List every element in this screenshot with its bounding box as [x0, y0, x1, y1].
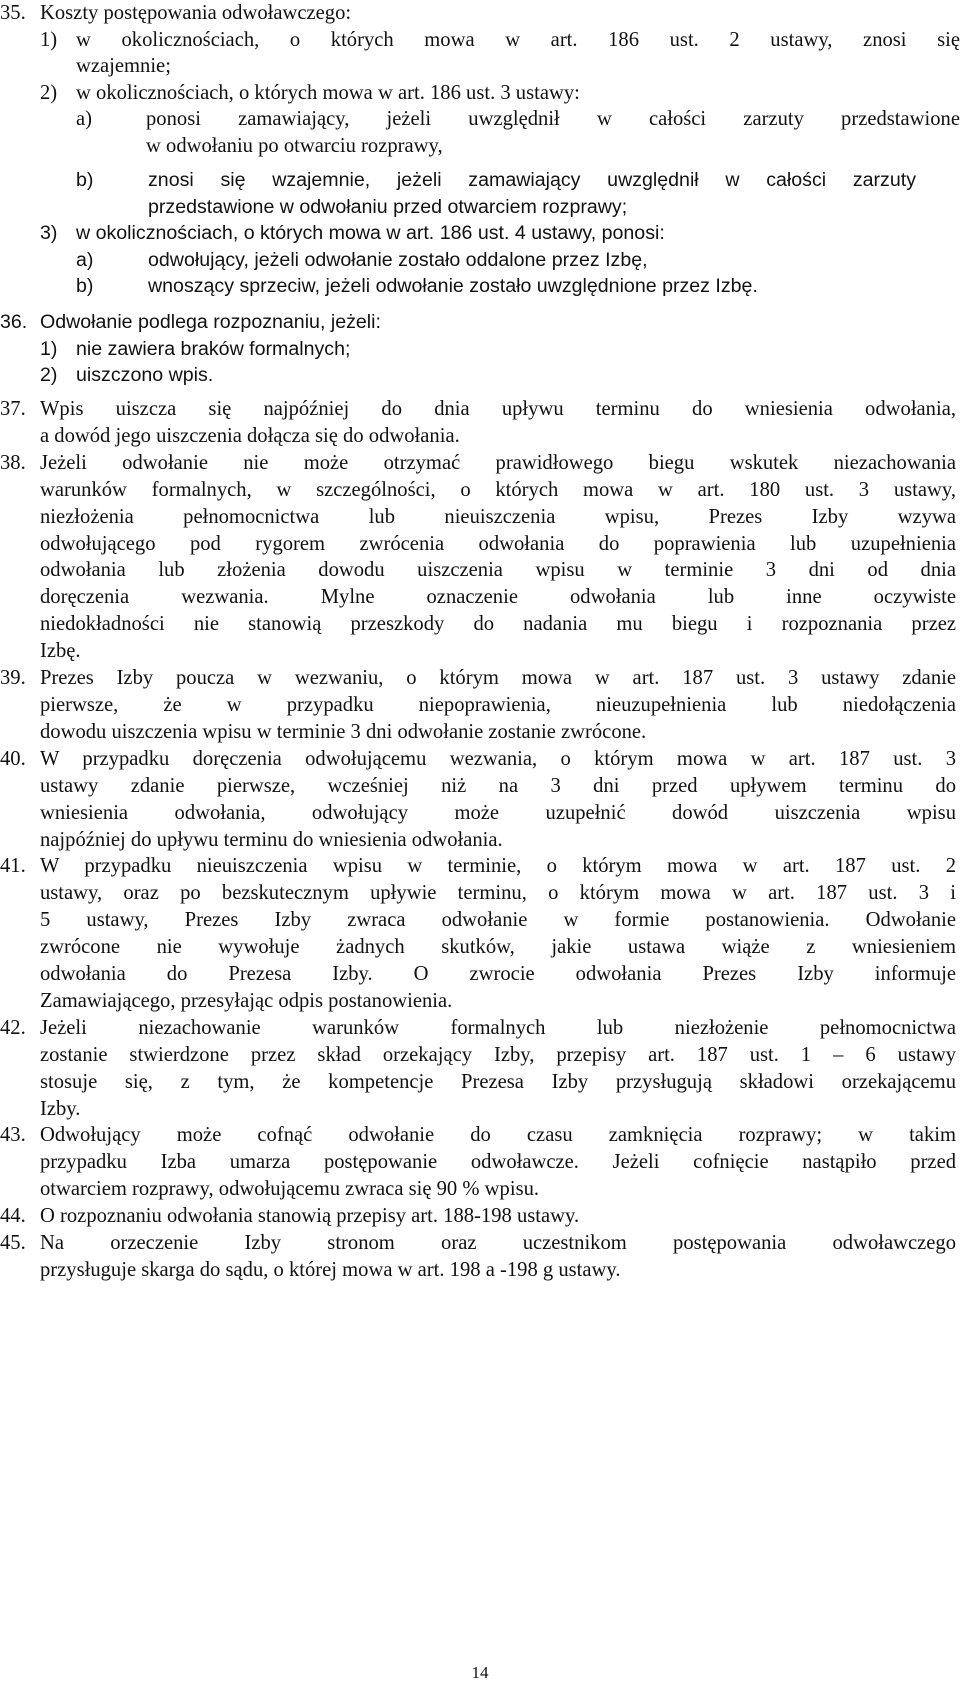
list-text: w okolicznościach, o których mowa w art. 186 ust. 3 ustawy:	[76, 81, 580, 104]
paragraph-number: 45.	[0, 1232, 26, 1255]
text-line: odwołującego pod rygorem zwrócenia odwołania do poprawienia lub uzupełnienia	[40, 532, 956, 555]
paragraph-43	[0, 1122, 956, 1203]
text-line: doręczenia wezwania. Mylne oznaczenie odwołania lub inne oczywiste	[40, 586, 956, 609]
list-label: b)	[76, 275, 94, 298]
paragraph-list	[0, 396, 956, 1284]
list-text: przedstawione w odwołaniu przed otwarciem rozprawy;	[148, 195, 628, 218]
paragraph-45	[0, 1230, 956, 1284]
list-item	[76, 247, 916, 274]
text-line: Jeżeli niezachowanie warunków formalnych lub niezłożenie pełnomocnictwa	[40, 1016, 956, 1039]
list-text: nie zawiera braków formalnych;	[76, 337, 351, 360]
text-line: W przypadku doręczenia odwołującemu wezwania, o którym mowa w art. 187 ust. 3	[40, 747, 956, 770]
list-label: b)	[76, 169, 94, 191]
list-text: wzajemnie;	[76, 55, 171, 78]
paragraph-number: 40.	[0, 747, 26, 770]
list-item	[76, 273, 916, 300]
list-text: wnoszący sprzeciw, jeżeli odwołanie zostało uwzględnione przez Izbę.	[148, 275, 758, 298]
text-line: zwrócone nie wywołuje żadnych skutków, jakie ustawa wiąże z wniesieniem	[40, 936, 956, 959]
text-line: pierwsze, że w przypadku niepoprawienia, nieuzupełnienia lub niedołączenia	[40, 693, 956, 716]
paragraph-number: 41.	[0, 855, 26, 878]
paragraph-number: 43.	[0, 1124, 26, 1147]
paragraph-number: 39.	[0, 667, 26, 690]
list-text: ponosi zamawiający, jeżeli uwzględnił w całości zarzuty przedstawione	[146, 108, 960, 131]
list-text: w okolicznościach, o których mowa w art. 186 ust. 2 ustawy, znosi się	[76, 28, 960, 51]
text-line: przysługuje skarga do sądu, o której mowa w art. 198 a -198 g ustawy.	[40, 1259, 621, 1281]
text-line: Na orzeczenie Izby stronom oraz uczestnikom postępowania odwoławczego	[40, 1232, 956, 1255]
paragraph-41	[0, 853, 956, 1014]
paragraph-lead: Koszty postępowania odwoławczego:	[40, 2, 352, 24]
text-line: odwołania lub złożenia dowodu uiszczenia wpisu w terminie 3 dni od dnia	[40, 559, 956, 582]
list-item	[40, 362, 956, 389]
list-label: 2)	[40, 364, 58, 387]
list-label: a)	[76, 108, 92, 131]
list-label: 2)	[40, 81, 58, 104]
list-item	[40, 27, 960, 80]
paragraph-44	[0, 1203, 956, 1230]
paragraph-35	[0, 0, 960, 160]
text-line: ustawy zdanie pierwsze, wcześniej niż na 3 dni przed upływem terminu do	[40, 774, 956, 797]
list-label: 1)	[40, 337, 58, 360]
text-line: niezłożenia pełnomocnictwa lub nieuiszczenia wpisu, Prezes Izby wzywa	[40, 505, 956, 528]
list-item	[76, 106, 960, 159]
paragraph-number: 42.	[0, 1016, 26, 1039]
list-label: 3)	[40, 222, 58, 245]
list-text: w okolicznościach, o których mowa w art. 186 ust. 4 ustawy, ponosi:	[76, 222, 665, 245]
paragraph-lead: Odwołanie podlega rozpoznaniu, jeżeli:	[40, 311, 381, 333]
text-line: dowodu uiszczenia wpisu w terminie 3 dni odwołanie zostanie zwrócone.	[40, 720, 647, 743]
list-text: uiszczono wpis.	[76, 364, 214, 387]
list-item	[40, 220, 916, 247]
text-line: W przypadku nieuiszczenia wpisu w terminie, o którym mowa w art. 187 ust. 2	[40, 855, 956, 878]
sans-block	[40, 167, 916, 300]
paragraph-38	[0, 450, 956, 665]
text-line: odwołania do Prezesa Izby. O zwrocie odwołania Prezes Izby informuje	[40, 963, 956, 986]
text-line: najpóźniej do upływu terminu do wniesienia odwołania.	[40, 828, 503, 851]
text-line: przypadku Izba umarza postępowanie odwoławcze. Jeżeli cofnięcie nastąpiło przed	[40, 1151, 956, 1174]
list-text: w odwołaniu po otwarciu rozprawy,	[146, 134, 443, 157]
paragraph-number: 37.	[0, 398, 26, 420]
text-line: wniesienia odwołania, odwołujący może uzupełnić dowód uiszczenia wpisu	[40, 801, 956, 824]
paragraph-42	[0, 1015, 956, 1123]
paragraph-40	[0, 746, 956, 854]
list-text: odwołujący, jeżeli odwołanie zostało oddalone przez Izbę,	[148, 248, 648, 271]
list-item	[40, 336, 956, 363]
list-text: znosi się wzajemnie, jeżeli zamawiający uwzględnił w całości zarzuty	[148, 169, 916, 191]
paragraph-36	[0, 309, 956, 389]
text-line: niedokładności nie stanowią przeszkody do nadania mu biegu i rozpoznania przez	[40, 613, 956, 636]
text-line: Prezes Izby poucza w wezwaniu, o którym mowa w art. 187 ust. 3 ustawy zdanie	[40, 667, 956, 690]
text-line: otwarciem rozprawy, odwołującemu zwraca się 90 % wpisu.	[40, 1178, 540, 1201]
list-item	[40, 80, 960, 107]
list-item	[76, 167, 916, 220]
list-label: 1)	[40, 28, 58, 51]
paragraph-number: 38.	[0, 451, 26, 474]
text-line: ustawy, oraz po bezskutecznym upływie terminu, o którym mowa w art. 187 ust. 3 i	[40, 882, 956, 905]
text-line: warunków formalnych, w szczególności, o których mowa w art. 180 ust. 3 ustawy,	[40, 478, 956, 501]
page-number: 14	[471, 1663, 489, 1682]
paragraph-number: 44.	[0, 1205, 26, 1228]
text-line: Odwołujący może cofnąć odwołanie do czasu zamknięcia rozprawy; w takim	[40, 1124, 956, 1147]
text-line: Izbę.	[40, 640, 81, 663]
paragraph-number: 35.	[0, 2, 26, 24]
text-line: Wpis uiszcza się najpóźniej do dnia upływu terminu do wniesienia odwołania,	[40, 398, 956, 420]
text-line: O rozpoznaniu odwołania stanowią przepisy art. 188-198 ustawy.	[40, 1205, 580, 1228]
text-line: a dowód jego uiszczenia dołącza się do odwołania.	[40, 424, 460, 447]
list-label: a)	[76, 248, 94, 271]
text-line: zostanie stwierdzone przez skład orzekający Izby, przepisy art. 187 ust. 1 – 6 ustawy	[40, 1043, 956, 1066]
text-line: stosuje się, z tym, że kompetencje Prezesa Izby przysługują składowi orzekającemu	[40, 1070, 956, 1093]
paragraph-37	[0, 396, 956, 450]
text-line: Izby.	[40, 1097, 81, 1120]
text-line: 5 ustawy, Prezes Izby zwraca odwołanie w formie postanowienia. Odwołanie	[40, 909, 956, 932]
text-line: Zamawiającego, przesyłając odpis postanowienia.	[40, 989, 453, 1012]
paragraph-39	[0, 665, 956, 746]
paragraph-number: 36.	[0, 311, 28, 333]
text-line: Jeżeli odwołanie nie może otrzymać prawidłowego biegu wskutek niezachowania	[40, 451, 956, 474]
